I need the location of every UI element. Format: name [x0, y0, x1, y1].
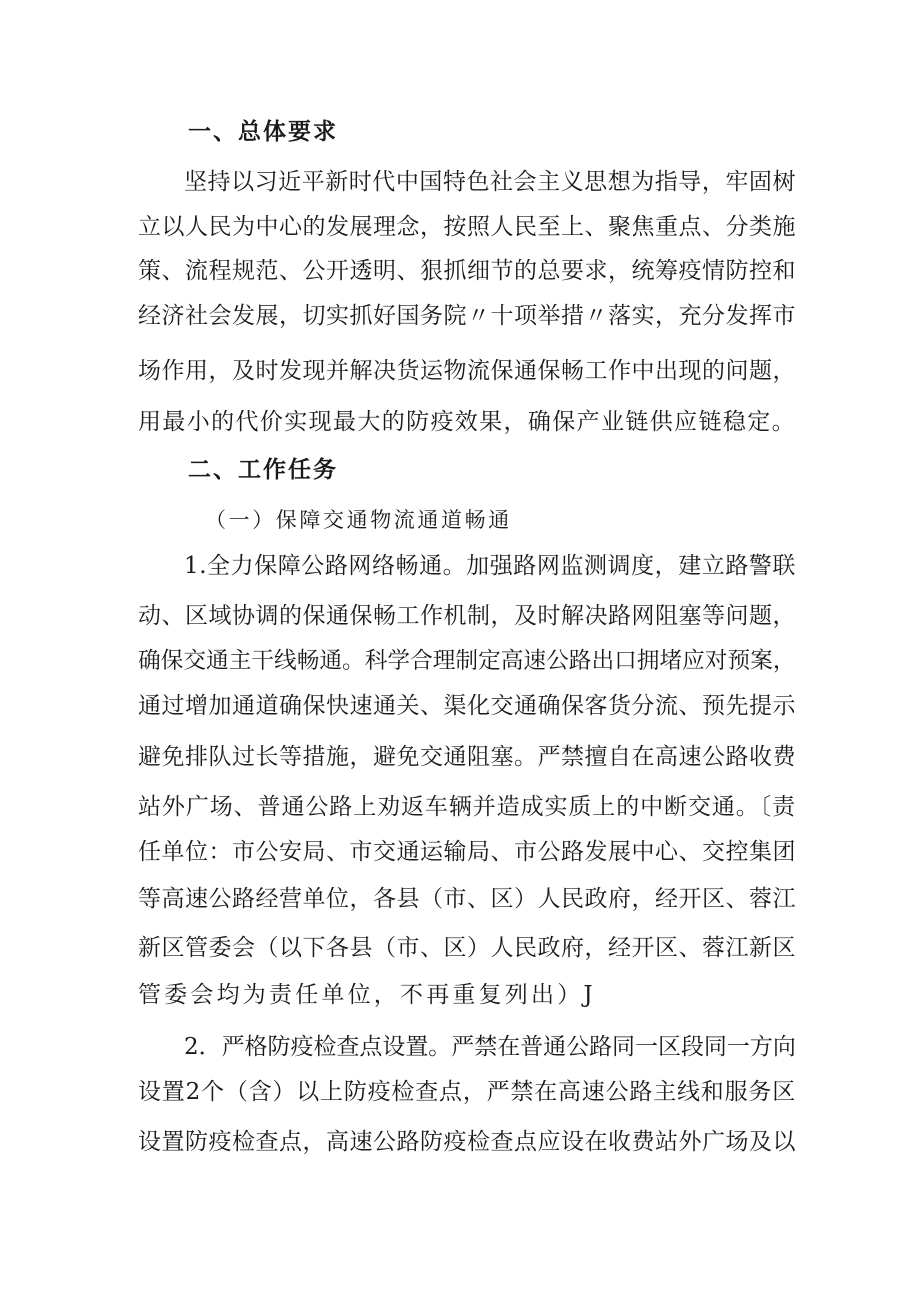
paragraph-line: 经济社会发展，切实抓好国务院〃十项举措〃落实，充分发挥市 — [138, 303, 796, 329]
paragraph-line: 任单位：市公安局、市交通运输局、市公路发展中心、交控集团 — [138, 839, 796, 865]
paragraph-line: 设置2个（含）以上防疫检查点，严禁在高速公路主线和服务区 — [138, 1079, 796, 1105]
paragraph-line: 确保交通主干线畅通。科学合理制定高速公路出口拥堵应对预案， — [138, 648, 796, 674]
paragraph-line: 1.全力保障公路网络畅通。加强路网监测调度，建立路警联 — [184, 553, 796, 579]
paragraph-line: 新区管委会（以下各县（市、区）人民政府，经开区、蓉江新区 — [138, 935, 796, 961]
paragraph-line: 场作用，及时发现并解决货运物流保通保畅工作中出现的问题， — [138, 358, 796, 384]
paragraph-line: 站外广场、普通公路上劝返车辆并造成实质上的中断交通。〔责 — [138, 794, 796, 820]
paragraph-line: 立以人民为中心的发展理念，按照人民至上、聚焦重点、分类施 — [138, 214, 796, 240]
paragraph-line: 管委会均为责任单位，不再重复列出）J — [138, 982, 596, 1008]
paragraph-line: 避免排队过长等措施，避免交通阻塞。严禁擅自在高速公路收费 — [138, 744, 796, 770]
paragraph-line: 坚持以习近平新时代中国特色社会主义思想为指导，牢固树 — [184, 169, 796, 195]
paragraph-line: 等高速公路经营单位，各县（市、区）人民政府，经开区、蓉江 — [138, 886, 796, 912]
paragraph-line: 动、区域协调的保通保畅工作机制，及时解决路网阻塞等问题， — [138, 603, 796, 629]
paragraph-line: 设置防疫检查点，高速公路防疫检查点应设在收费站外广场及以 — [138, 1129, 796, 1155]
subsection-heading: （一）保障交通物流通道畅通 — [205, 508, 512, 532]
paragraph-line: 用最小的代价实现最大的防疫效果，确保产业链供应链稳定。 — [138, 409, 796, 435]
paragraph-line: 策、流程规范、公开透明、狠抓细节的总要求，统筹疫情防控和 — [138, 258, 796, 284]
paragraph-line: 2．严格防疫检查点设置。严禁在普通公路同一区段同一方向 — [184, 1034, 796, 1060]
section-2-heading: 二、工作任务 — [188, 457, 338, 483]
paragraph-line: 通过增加通道确保快速通关、渠化交通确保客货分流、预先提示 — [138, 693, 796, 719]
section-1-heading: 一、总体要求 — [188, 119, 338, 145]
